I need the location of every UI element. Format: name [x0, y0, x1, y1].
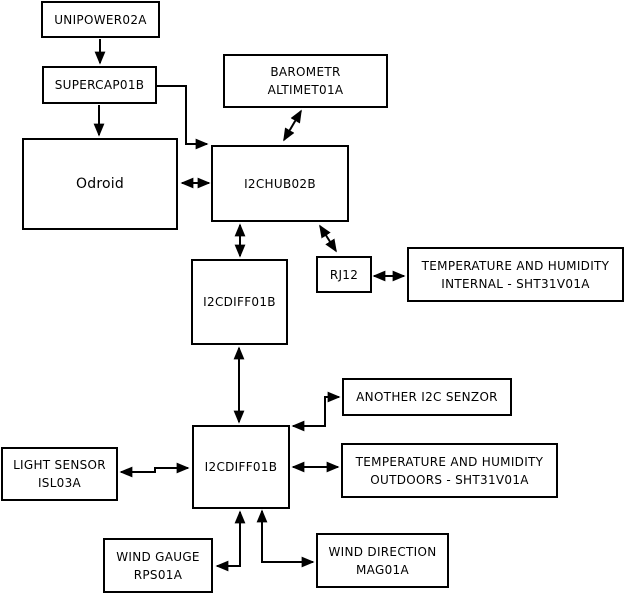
node-rj12: [316, 256, 372, 293]
node-wind-direction-mag01a: [316, 533, 449, 588]
arrow-lightsensor-i2cdiffbottom: [121, 468, 188, 472]
arrow-supercap-i2chub: [157, 86, 207, 144]
arrow-i2chub-rj12: [320, 226, 336, 251]
node-label: RJ12: [329, 267, 359, 282]
node-i2chub02b: [211, 145, 349, 222]
node-label: INTERNAL - SHT31V01A: [441, 276, 590, 291]
node-label: UNIPOWER02A: [54, 12, 147, 27]
arrow-i2cdiffbottom-anothersensor: [293, 397, 339, 426]
node-label: ALTIMET01A: [267, 83, 344, 97]
node-barometr-altimet01a: [223, 54, 388, 108]
node-label: WIND GAUGE: [116, 549, 200, 564]
node-i2cdiff01b-bottom: [192, 425, 290, 509]
node-label: TEMPERATURE AND HUMIDITY: [421, 258, 610, 273]
node-label: ANOTHER I2C SENZOR: [356, 390, 498, 404]
node-label: I2CDIFF01B: [204, 460, 278, 474]
node-label: WIND DIRECTION: [328, 544, 437, 559]
node-label: Odroid: [76, 175, 124, 192]
node-label: TEMPERATURE AND HUMIDITY: [355, 454, 544, 469]
node-unipower02a: [41, 1, 160, 38]
node-label: SUPERCAP01B: [54, 78, 145, 92]
node-label: MAG01A: [356, 562, 409, 577]
node-odroid: [22, 138, 178, 230]
node-light-sensor-isl03a: [1, 447, 118, 501]
arrow-windgauge-i2cdiffbottom: [217, 512, 240, 566]
arrow-winddirection-i2cdiffbottom: [262, 511, 313, 562]
node-label: OUTDOORS - SHT31V01A: [370, 472, 529, 487]
node-i2cdiff01b-top: [191, 259, 288, 345]
node-label: ISL03A: [37, 476, 82, 490]
node-label: BAROMETR: [270, 65, 341, 79]
node-label: LIGHT SENSOR: [13, 458, 106, 472]
node-another-i2c-senzor: [342, 378, 512, 416]
arrow-barometr-i2chub: [284, 111, 301, 140]
node-temp-humidity-internal: [407, 247, 624, 302]
node-wind-gauge-rps01a: [103, 538, 213, 593]
node-supercap01b: [42, 66, 157, 104]
node-temp-humidity-outdoors: [341, 443, 558, 498]
node-label: I2CDIFF01B: [203, 295, 276, 309]
node-label: I2CHUB02B: [244, 176, 316, 191]
node-label: RPS01A: [133, 567, 183, 582]
